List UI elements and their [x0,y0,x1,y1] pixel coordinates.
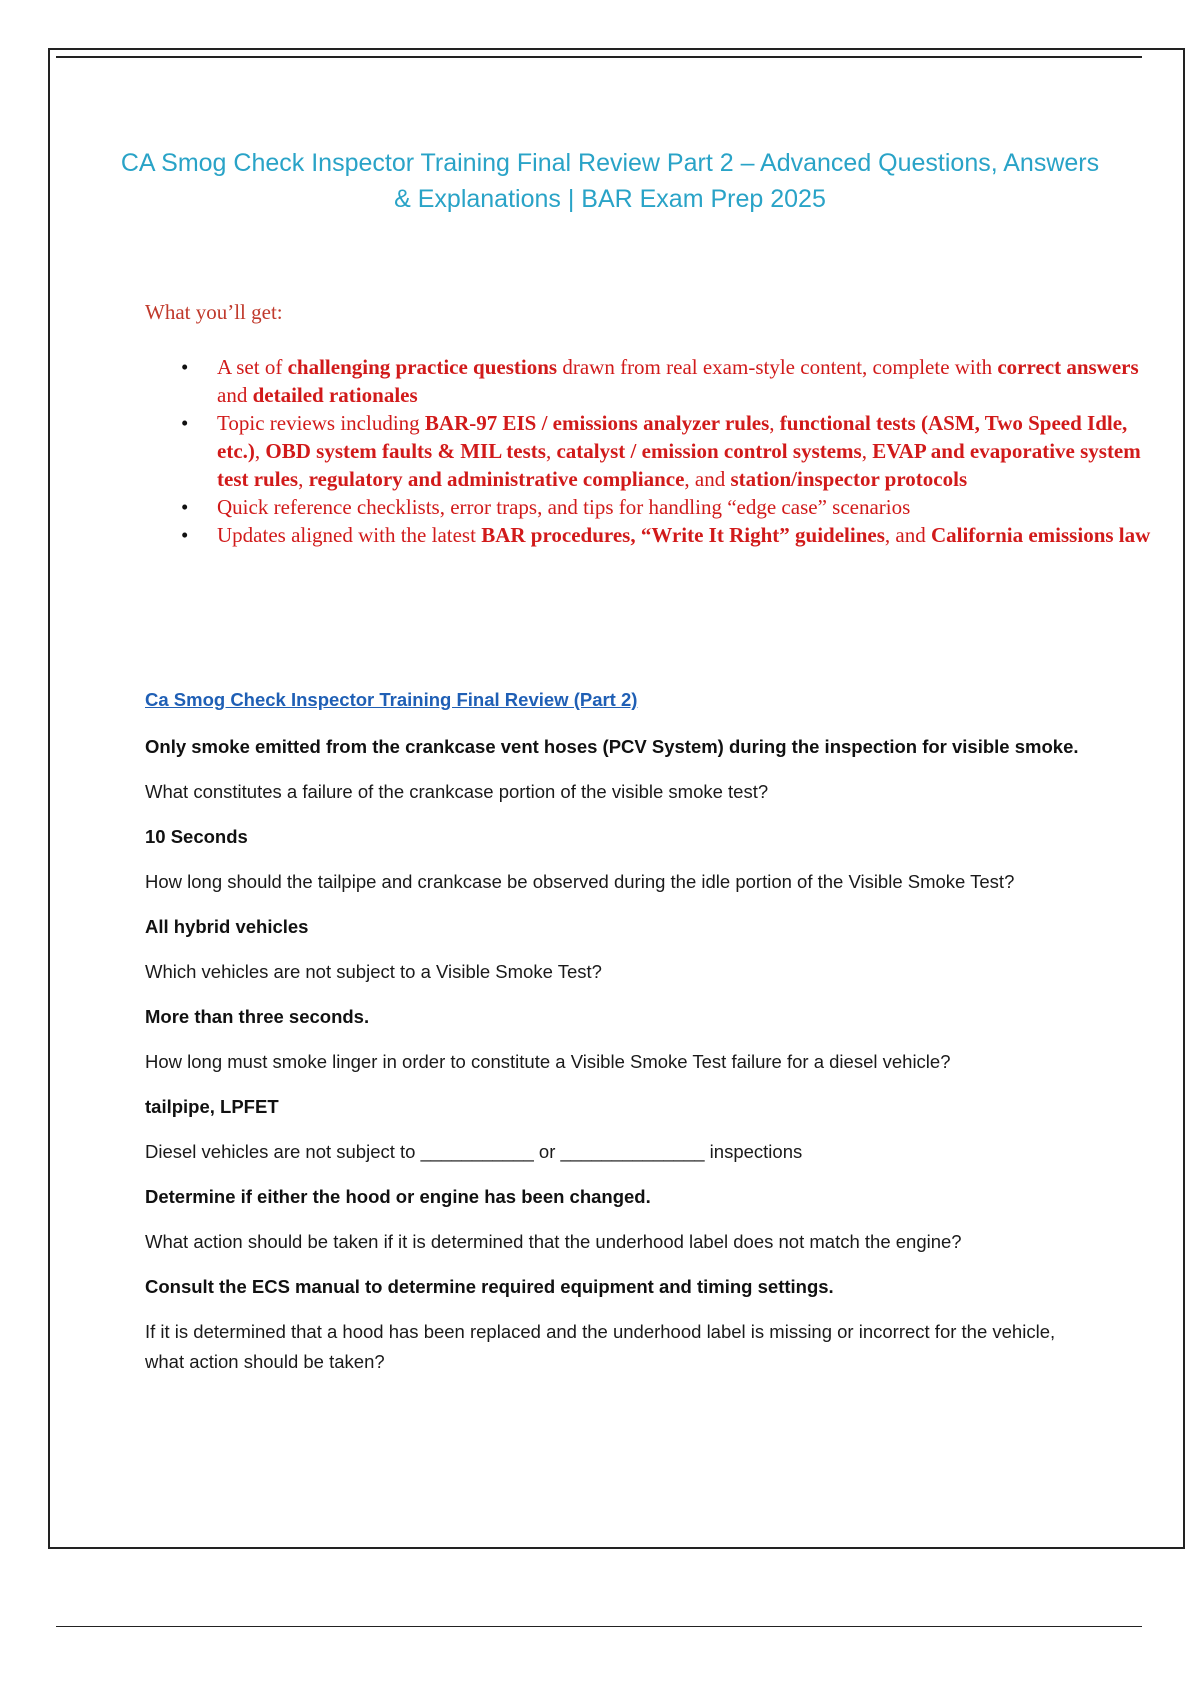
feature-text: , and [884,523,931,547]
top-rule [56,56,1142,58]
qa-question: Which vehicles are not subject to a Visible Smoke Test? [145,961,602,982]
qa-answer: All hybrid vehicles [145,916,309,937]
feature-bold-text: regulatory and administrative compliance [308,467,685,491]
qa-answer: Consult the ECS manual to determine required equipment and timing settings. [145,1276,834,1297]
intro-heading: What you’ll get: [145,300,283,324]
qa-question: What action should be taken if it is determined that the underhood label does not match the engine? [145,1231,962,1252]
feature-item [217,409,1157,493]
feature-bold-text: BAR-97 EIS / emissions analyzer rules [424,411,770,435]
feature-bold-text: California emissions law [930,523,1151,547]
qa-answer: tailpipe, LPFET [145,1096,279,1117]
qa-answer: Only smoke emitted from the crankcase vent hoses (PCV System) during the inspection for visible smoke. [145,736,1079,757]
qa-answer: Determine if either the hood or engine has been changed. [145,1186,651,1207]
feature-text: , and [684,467,731,491]
feature-bold-text: detailed rationales [252,383,418,407]
feature-text: , [298,467,309,491]
feature-text: Topic reviews including [217,411,425,435]
feature-text: drawn from real exam-style content, complete with [557,355,998,379]
feature-text: Updates aligned with the latest [217,523,482,547]
section-link[interactable]: Ca Smog Check Inspector Training Final Review (Part 2) [145,689,638,710]
qa-question: How long should the tailpipe and crankcase be observed during the idle portion of the Visible Smoke Test? [145,871,1015,892]
features-list [145,353,1157,549]
feature-bold-text: functional tests (ASM, Two Speed Idle, etc.) [217,411,1128,463]
feature-bold-text: station/inspector protocols [730,467,968,491]
feature-text: , [769,411,780,435]
qa-answer: More than three seconds. [145,1006,370,1027]
feature-bold-text: catalyst / emission control systems [556,439,862,463]
feature-item [217,493,1157,521]
feature-bold-text: correct answers [997,355,1139,379]
feature-text: , [861,439,873,463]
qa-list [145,732,1085,1392]
feature-text: , [254,439,266,463]
feature-bold-text: BAR procedures, “Write It Right” guidelines [481,523,885,547]
qa-question: Diesel vehicles are not subject to ___________ or ______________ inspections [145,1141,803,1162]
feature-text: and [217,383,253,407]
feature-text: A set of [217,355,288,379]
feature-bold-text: OBD system faults & MIL tests [265,439,546,463]
feature-bold-text: challenging practice questions [287,355,558,379]
qa-question: How long must smoke linger in order to constitute a Visible Smoke Test failure for a diesel vehicle? [145,1051,951,1072]
feature-text: , [545,439,557,463]
qa-answer: 10 Seconds [145,826,248,847]
qa-question: What constitutes a failure of the crankcase portion of the visible smoke test? [145,781,769,802]
feature-item [217,521,1157,549]
feature-bold-text: EVAP and evaporative system test rules [217,439,1141,491]
feature-text: Quick reference checklists, error traps, and tips for handling “edge case” scenarios [217,495,911,519]
document-title: CA Smog Check Inspector Training Final Review Part 2 – Advanced Questions, Answers & Explanations | BAR Exam Prep 2025 [120,149,1100,213]
qa-question: If it is determined that a hood has been replaced and the underhood label is missing or incorrect for the vehicle, what action should be taken? [145,1321,1056,1372]
bottom-rule [56,1626,1142,1627]
feature-item [217,353,1157,409]
